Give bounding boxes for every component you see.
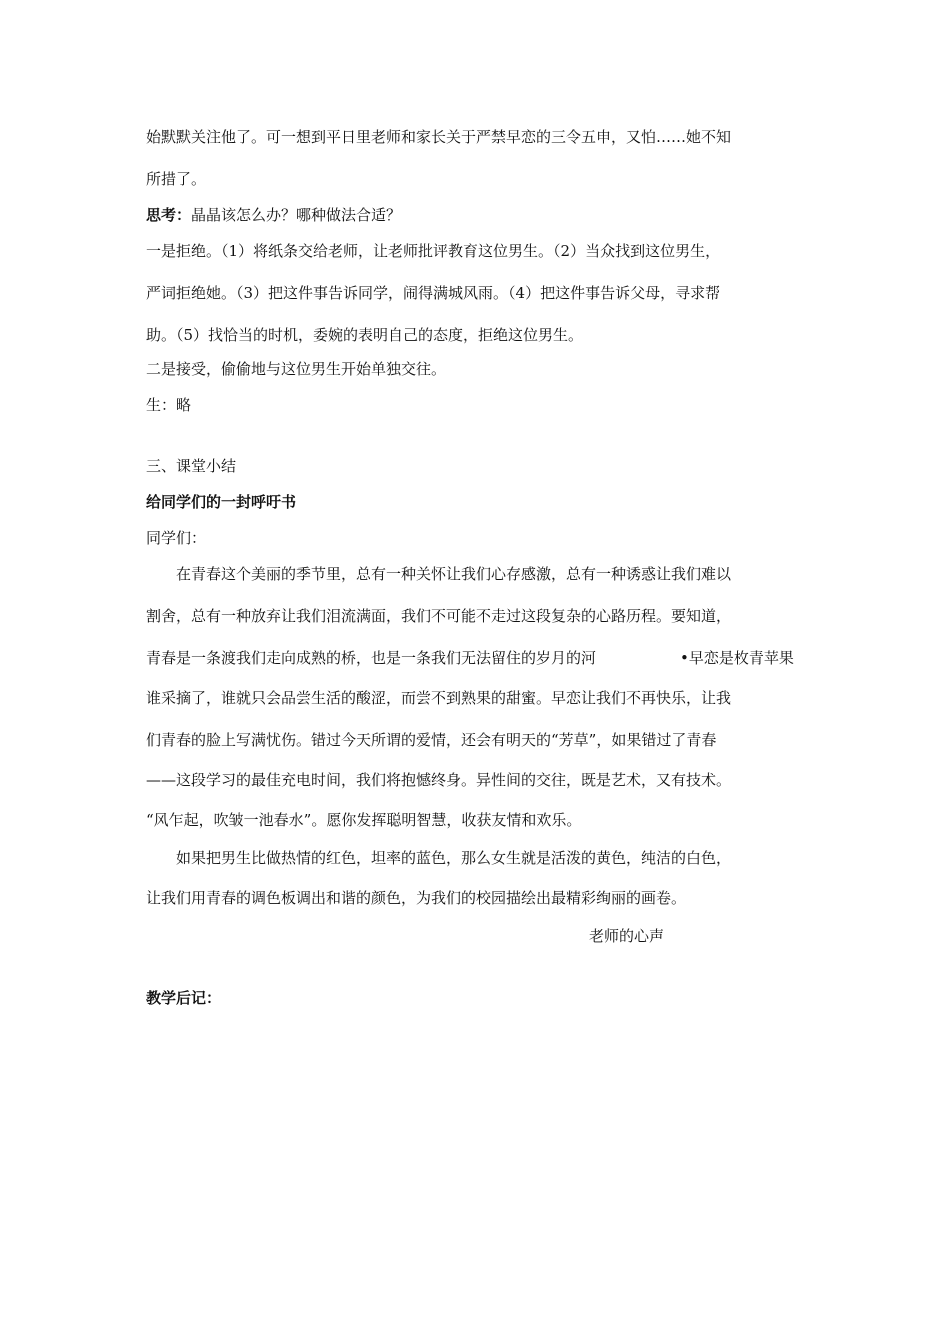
letter-salutation: 同学们： [146,529,207,547]
letter-title: 给同学们的一封呼吁书 [146,493,297,511]
option-one-line-1: 一是拒绝。（1）将纸条交给老师，让老师批评教育这位男生。（2）当众找到这位男生， [146,242,721,260]
section-heading: 三、课堂小结 [146,457,237,475]
letter-p1-line-1: 在青春这个美丽的季节里，总有一种关怀让我们心存感激，总有一种诱惑让我们难以 [176,565,732,583]
option-one-line-3: 助。（5）找恰当的时机，委婉的表明自己的态度，拒绝这位男生。 [146,326,584,344]
option-two: 二是接受，偷偷地与这位男生开始单独交往。 [146,360,447,378]
letter-p1-line-7: “风乍起，吹皱一池春水”。愿你发挥聪明智慧，收获友情和欢乐。 [146,811,582,829]
option-one-line-2: 严词拒绝她。（3）把这件事告诉同学，闹得满城风雨。（4）把这件事告诉父母，寻求帮 [146,284,721,302]
story-line-2: 所措了。 [146,170,207,188]
letter-p1-line-6: ——这段学习的最佳充电时间，我们将抱憾终身。异性间的交往，既是艺术，又有技术。 [146,771,732,789]
think-text: 晶晶该怎么办？哪种做法合适？ [191,206,402,224]
letter-p2-line-2: 让我们用青春的调色板调出和谐的颜色，为我们的校园描绘出最精彩绚丽的画卷。 [146,889,687,907]
letter-p1-line-3-end: •早恋是枚青苹果 [680,649,794,667]
student-answer: 生：略 [146,396,192,414]
think-question [146,205,401,225]
letter-p2-line-1: 如果把男生比做热情的红色，坦率的蓝色，那么女生就是活泼的黄色，纯洁的白色， [176,849,732,867]
letter-p1-line-5: 们青春的脸上写满忧伤。错过今天所谓的爱情，还会有明天的“芳草”，如果错过了青春 [146,731,717,749]
story-line-1: 始默默关注他了。可一想到平日里老师和家长关于严禁早恋的三令五申，又怕……她不知 [146,128,732,146]
letter-p1-line-4: 谁采摘了，谁就只会品尝生活的酸涩，而尝不到熟果的甜蜜。早恋让我们不再快乐，让我 [146,689,732,707]
letter-p1-line-3: 青春是一条渡我们走向成熟的桥，也是一条我们无法留住的岁月的河 [146,649,597,667]
letter-p1-line-2: 割舍，总有一种放弃让我们泪流满面，我们不可能不走过这段复杂的心路历程。要知道， [146,607,732,625]
letter-signature: 老师的心声 [589,927,665,945]
think-label: 思考： [146,206,192,224]
postscript-label: 教学后记： [146,989,222,1007]
